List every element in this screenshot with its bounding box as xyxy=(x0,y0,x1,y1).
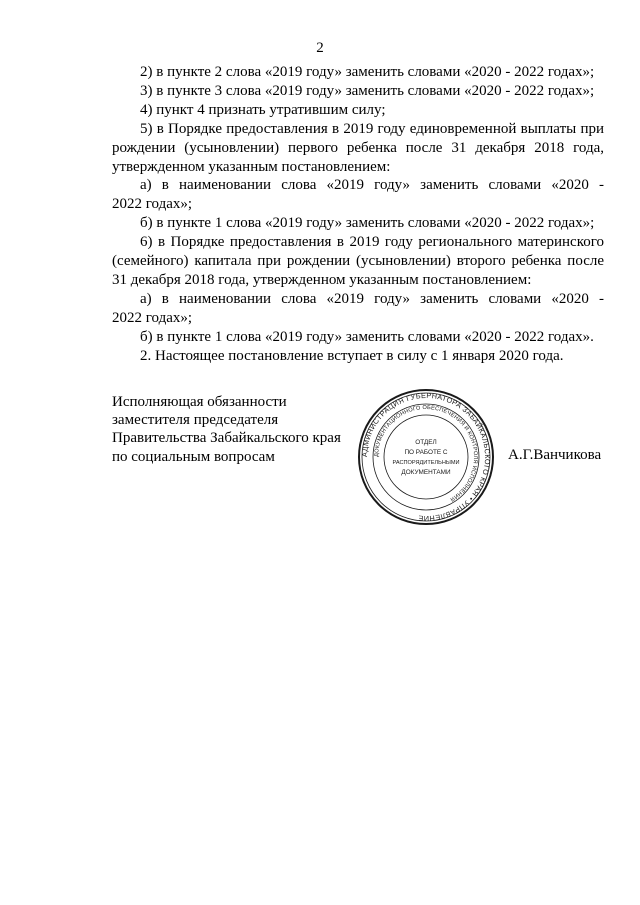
stamp-center-line: ОТДЕЛ xyxy=(415,439,437,446)
paragraph-item-2: 2) в пункте 2 слова «2019 году» заменить словами «2020 - 2022 годах»; xyxy=(140,64,595,80)
paragraph-item-6b: б) в пункте 1 слова «2019 году» заменить словами «2020 - 2022 годах». xyxy=(140,328,594,345)
stamp-center-line: ПО РАБОТЕ С xyxy=(404,449,448,456)
paragraph-item-6a-tail: 2022 годах»; xyxy=(112,309,193,326)
stamp-inner-text: ДОКУМЕНТАЦИОННОГО ОБЕСПЕЧЕНИЯ И КОНТРОЛЯ ИСПОЛНЕНИЯ xyxy=(373,404,479,503)
paragraph-item-5: 5) в Порядке предоставления в 2019 году единовременной выплаты при рождении (усыновлении) первого ребенка после 31 декабря 2018 года, утвержденном указанным постановлением: xyxy=(112,120,604,175)
paragraph-item-5a-tail: 2022 годах»; xyxy=(112,196,193,213)
stamp-outer-text: АДМИНИСТРАЦИЯ ГУБЕРНАТОРА ЗАБАЙКАЛЬСКОГО КРАЯ • УПРАВЛЕНИЕ xyxy=(359,390,493,524)
paragraph-item-3: 3) в пункте 3 слова «2019 году» заменить словами «2020 - 2022 годах»; xyxy=(140,82,595,99)
page-number: 2 xyxy=(316,40,324,56)
stamp-center-line: ДОКУМЕНТАМИ xyxy=(401,469,451,476)
paragraph-item-6: 6) в Порядке предоставления в 2019 году регионального материнского (семейного) капитала при рождении (усыновлении) второго ребенка после 31 декабря 2018 года, утвержденном указанным постановлением: xyxy=(112,234,604,288)
official-stamp xyxy=(356,387,496,527)
paragraph-effective-date: 2. Настоящее постановление вступает в силу с 1 января 2020 года. xyxy=(140,347,564,364)
stamp-center-line: РАСПОРЯДИТЕЛЬНЫМИ xyxy=(392,460,460,466)
signature-title-line: по социальным вопросам xyxy=(112,448,275,465)
signature-title xyxy=(112,393,372,466)
paragraph-item-5a: а) в наименовании слова «2019 году» заменить словами «2020 - xyxy=(140,177,604,194)
paragraph-item-6a: а) в наименовании слова «2019 году» заменить словами «2020 - xyxy=(140,290,604,307)
document-body xyxy=(112,63,604,366)
signer-name: А.Г.Ванчикова xyxy=(508,447,602,463)
signature-title-line: Исполняющая обязанности xyxy=(112,394,287,410)
signature-title-line: Правительства Забайкальского края xyxy=(112,430,341,447)
paragraph-item-5b: б) в пункте 1 слова «2019 году» заменить словами «2020 - 2022 годах»; xyxy=(140,215,595,232)
signature-title-line: заместителя председателя xyxy=(112,412,279,429)
paragraph-item-4: 4) пункт 4 признать утратившим силу; xyxy=(140,101,386,118)
